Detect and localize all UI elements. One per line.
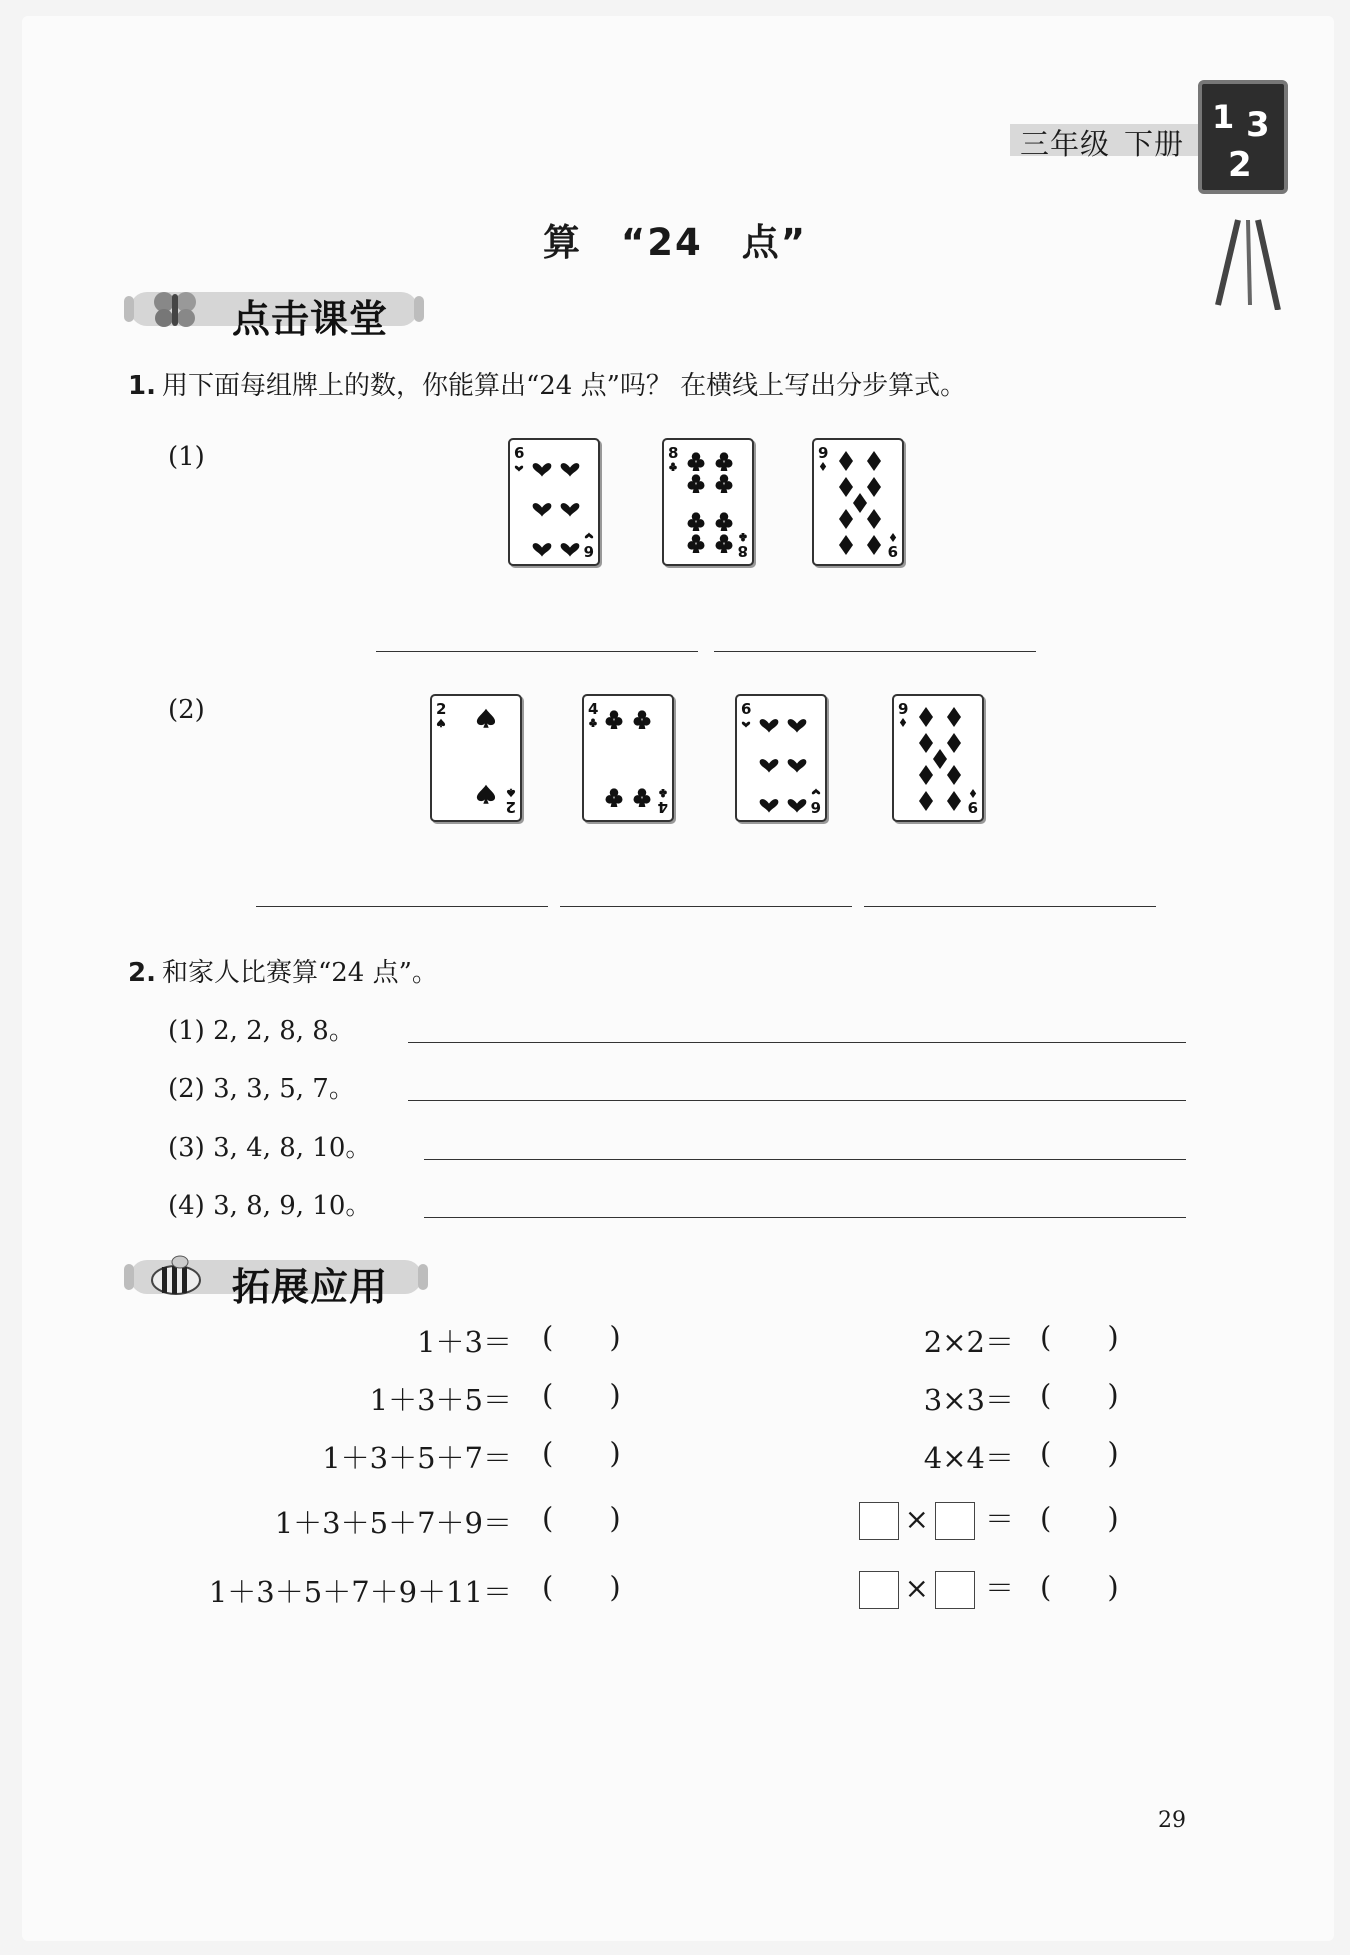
card-rank: 6 [741, 700, 752, 718]
card-rank: 4 [657, 798, 668, 816]
section-title-1: 点击课堂 [232, 297, 389, 341]
product-expression-4 [859, 1497, 1014, 1540]
paren-open: ( [542, 1570, 554, 1604]
answer-parens[interactable] [1040, 1378, 1119, 1412]
answer-parens[interactable] [1040, 1570, 1119, 1604]
paren-open: ( [542, 1378, 554, 1412]
paren-open: ( [1040, 1378, 1052, 1412]
blank-box[interactable] [859, 1502, 899, 1540]
grade-label [1020, 122, 1184, 163]
answer-parens[interactable] [542, 1501, 621, 1535]
paren-open: ( [542, 1501, 554, 1535]
playing-card-1-2 [662, 438, 754, 566]
q2-item-4: (4) 3, 8, 9, 10。 [168, 1191, 372, 1221]
paren-close: ) [1107, 1436, 1119, 1470]
card-rank: 9 [898, 700, 909, 718]
paren-open: ( [1040, 1501, 1052, 1535]
answer-parens[interactable] [542, 1570, 621, 1604]
paren-close: ) [1107, 1570, 1119, 1604]
sum-expression-1: 1＋3＝ [417, 1325, 512, 1359]
club-suit-icon [669, 463, 677, 471]
question-1-text: 用下面每组牌上的数，你能算出“24 点”吗？ 在横线上写出分步算式。 [161, 371, 967, 401]
q2-item-3: (3) 3, 4, 8, 10。 [168, 1133, 372, 1163]
answer-parens[interactable] [1040, 1436, 1119, 1470]
page-number: 29 [1158, 1808, 1186, 1833]
question-2-text: 和家人比赛算“24 点”。 [161, 958, 438, 988]
paren-close: ) [609, 1436, 621, 1470]
card-rank: 9 [818, 444, 829, 462]
paren-close: ) [609, 1570, 621, 1604]
playing-card-2-1 [430, 694, 522, 822]
product-expression-2: 3×3＝ [923, 1383, 1014, 1417]
card-rank: 9 [887, 542, 898, 560]
sum-expression-2: 1＋3＋5＝ [369, 1383, 512, 1417]
chalkboard-icon [1198, 80, 1288, 310]
paren-open: ( [1040, 1436, 1052, 1470]
heart-suit-icon [742, 722, 750, 728]
playing-card-2-4 [892, 694, 984, 822]
paren-open: ( [1040, 1320, 1052, 1354]
diamond-suit-icon [820, 462, 826, 471]
playing-card-1-1 [508, 438, 600, 566]
page-title: 算 “24 点” [542, 221, 808, 264]
paren-close: ) [1107, 1320, 1119, 1354]
q2-item-2: (2) 3, 3, 5, 7。 [168, 1074, 355, 1104]
equals-sign: ＝ [984, 1571, 1014, 1605]
blank-box[interactable] [935, 1502, 975, 1540]
card-rank: 8 [737, 542, 748, 560]
paren-close: ) [609, 1320, 621, 1354]
butterfly-icon [154, 292, 196, 327]
answer-parens[interactable] [542, 1436, 621, 1470]
product-expression-3: 4×4＝ [923, 1441, 1014, 1475]
answer-parens[interactable] [1040, 1501, 1119, 1535]
card-rank: 6 [583, 542, 594, 560]
answer-parens[interactable] [542, 1378, 621, 1412]
section-title-2: 拓展应用 [232, 1265, 389, 1309]
playing-card-1-3 [812, 438, 904, 566]
paren-open: ( [542, 1436, 554, 1470]
blank-box[interactable] [859, 1571, 899, 1609]
answer-parens[interactable] [1040, 1320, 1119, 1354]
paren-open: ( [1040, 1570, 1052, 1604]
paren-close: ) [609, 1378, 621, 1412]
q1-part-1-label: (1) [168, 442, 205, 472]
sum-expression-4: 1＋3＋5＋7＋9＝ [274, 1506, 512, 1540]
answer-line[interactable] [376, 651, 698, 652]
paren-close: ) [1107, 1501, 1119, 1535]
answer-line[interactable] [864, 906, 1156, 907]
grade-text: 三年级 [1020, 127, 1111, 161]
answer-parens[interactable] [542, 1320, 621, 1354]
times-sign: × [904, 1571, 929, 1605]
question-2-number: 2. [128, 958, 156, 988]
card-rank: 6 [514, 444, 525, 462]
card-rank: 6 [810, 798, 821, 816]
board-digit-1: 1 [1212, 98, 1235, 136]
question-1-number: 1. [128, 371, 156, 401]
question-1 [128, 365, 966, 402]
board-digit-2: 3 [1246, 105, 1270, 145]
product-expression-1: 2×2＝ [923, 1325, 1014, 1359]
answer-line[interactable] [256, 906, 548, 907]
answer-line[interactable] [424, 1159, 1186, 1160]
club-suit-icon [589, 719, 597, 727]
paren-close: ) [1107, 1378, 1119, 1412]
board-digit-3: 2 [1228, 145, 1252, 185]
sum-expression-5: 1＋3＋5＋7＋9＋11＝ [208, 1575, 512, 1609]
diamond-suit-icon [900, 718, 906, 727]
q2-item-1: (1) 2, 2, 8, 8。 [168, 1016, 355, 1046]
paren-close: ) [609, 1501, 621, 1535]
times-sign: × [904, 1502, 929, 1536]
volume-text: 下册 [1124, 127, 1185, 161]
answer-line[interactable] [560, 906, 852, 907]
product-expression-5 [859, 1566, 1014, 1609]
heart-suit-icon [515, 466, 523, 472]
question-2 [128, 952, 438, 989]
answer-line[interactable] [408, 1042, 1186, 1043]
paren-open: ( [542, 1320, 554, 1354]
card-rank: 8 [668, 444, 679, 462]
card-rank: 2 [505, 798, 516, 816]
card-rank: 9 [967, 798, 978, 816]
card-rank: 2 [436, 700, 447, 718]
answer-line[interactable] [424, 1217, 1186, 1218]
answer-line[interactable] [714, 651, 1036, 652]
sum-expression-3: 1＋3＋5＋7＝ [322, 1441, 512, 1475]
playing-card-2-2 [582, 694, 674, 822]
spade-suit-icon [437, 719, 445, 728]
answer-line[interactable] [408, 1100, 1186, 1101]
card-rank: 4 [588, 700, 599, 718]
blank-box[interactable] [935, 1571, 975, 1609]
q1-part-2-label: (2) [168, 695, 205, 725]
equals-sign: ＝ [984, 1502, 1014, 1536]
playing-card-2-3 [735, 694, 827, 822]
